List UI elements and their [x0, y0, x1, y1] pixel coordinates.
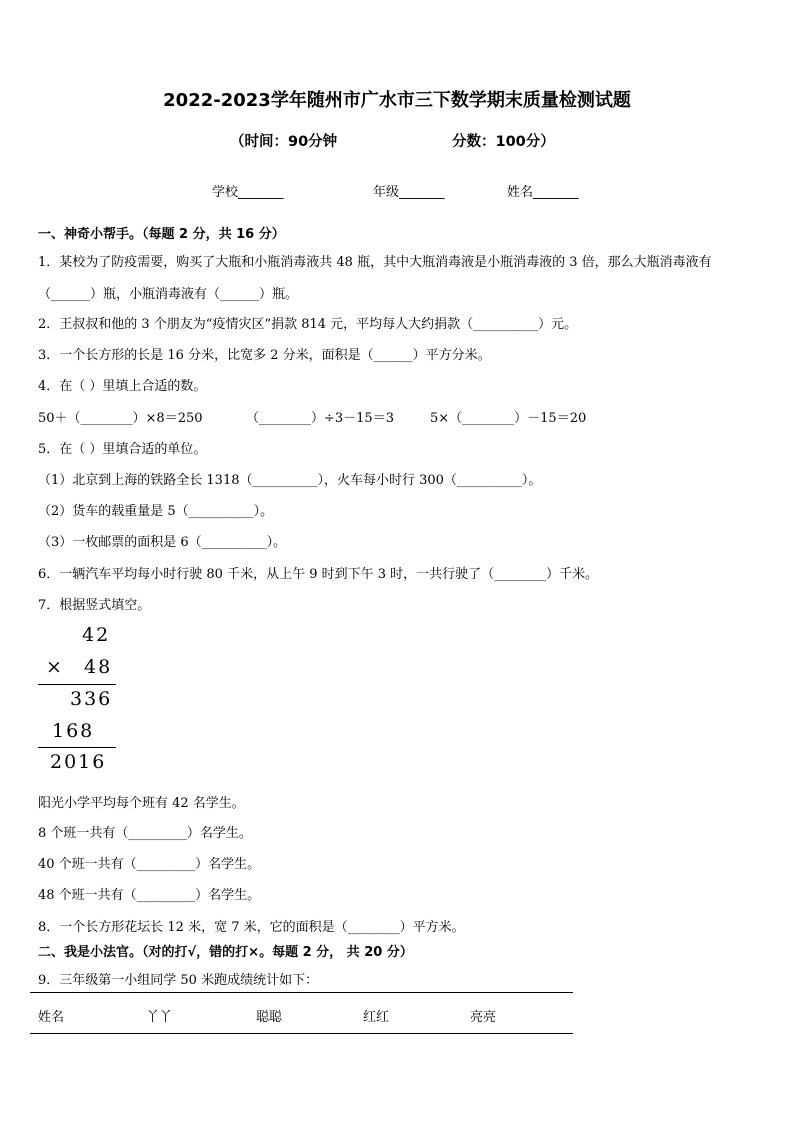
calc-rule-2 [38, 747, 116, 748]
exam-score: 分数：100分） [452, 134, 555, 150]
calc-multiplier: 48 [84, 656, 113, 678]
calc-rule-1 [38, 684, 116, 685]
exam-time: （时间：90分钟 [230, 134, 338, 150]
question-1-line-1: 1．某校为了防疫需要，购买了大瓶和小瓶消毒液共 48 瓶，其中大瓶消毒液是小瓶消毒液的 3 倍，那么大瓶消毒液有 [38, 255, 712, 270]
calc-operator: × [46, 656, 64, 678]
question-5-item-1: （1）北京到上海的铁路全长 1318（__________），火车每小时行 300（__________）。 [38, 473, 542, 488]
question-5-item-3: （3）一枚邮票的面积是 6（__________）。 [38, 535, 287, 550]
calc-multiplicand: 42 [82, 624, 111, 646]
page-title: 2022-2023学年随州市广水市三下数学期末质量检测试题 [163, 90, 631, 111]
question-7-item-1: 8 个班一共有（_________）名学生。 [38, 826, 252, 841]
table-row-rule [30, 1033, 573, 1034]
table-header-yaya: 丫丫 [146, 1010, 173, 1025]
question-4-item-a: 50＋（________）×8＝250 [38, 411, 203, 426]
question-7: 7．根据竖式填空。 [38, 598, 151, 613]
question-8: 8．一个长方形花坛长 12 米，宽 7 米，它的面积是（________）平方米。 [38, 920, 465, 935]
question-7-text: 阳光小学平均每个班有 42 名学生。 [38, 796, 245, 811]
question-2: 2．王叔叔和他的 3 个朋友为“疫情灾区”捐款 814 元，平均每人大约捐款（__________）元。 [38, 317, 578, 332]
table-header-name: 姓名 [38, 1010, 65, 1025]
calc-partial-1: 336 [70, 688, 113, 710]
table-header-liangliang: 亮亮 [470, 1010, 497, 1025]
question-5: 5．在（ ）里填合适的单位。 [38, 442, 207, 457]
question-7-item-3: 48 个班一共有（_________）名学生。 [38, 888, 261, 903]
question-7-item-2: 40 个班一共有（_________）名学生。 [38, 857, 261, 872]
question-4-item-b: （________）÷3－15＝3 [246, 411, 394, 426]
question-1-line-2: （______）瓶，小瓶消毒液有（______）瓶。 [38, 287, 299, 302]
school-field[interactable]: 学校_______ [212, 185, 284, 200]
grade-field[interactable]: 年级_______ [373, 185, 445, 200]
question-6: 6．一辆汽车平均每小时行驶 80 千米，从上午 9 时到下午 3 时，一共行驶了（________）千米。 [38, 567, 599, 582]
question-5-item-2: （2）货车的载重量是 5（__________）。 [38, 504, 274, 519]
question-9: 9．三年级第一小组同学 50 米跑成绩统计如下： [38, 973, 319, 988]
table-header-honghong: 红红 [363, 1010, 390, 1025]
section-2-heading: 二、我是小法官。（对的打√，错的打×。每题 2 分， 共 20 分） [38, 945, 413, 960]
question-3: 3．一个长方形的长是 16 分米，比宽多 2 分米，面积是（______）平方分米。 [38, 348, 491, 363]
section-1-heading: 一、神奇小帮手。（每题 2 分，共 16 分） [38, 227, 285, 242]
table-top-rule [30, 992, 573, 993]
name-field[interactable]: 姓名_______ [507, 185, 579, 200]
calc-result: 2016 [50, 751, 107, 773]
question-4-item-c: 5×（________）－15＝20 [430, 411, 587, 426]
calc-partial-2: 168 [52, 720, 95, 742]
table-header-congcong: 聪聪 [256, 1010, 283, 1025]
question-4: 4．在（ ）里填上合适的数。 [38, 379, 207, 394]
